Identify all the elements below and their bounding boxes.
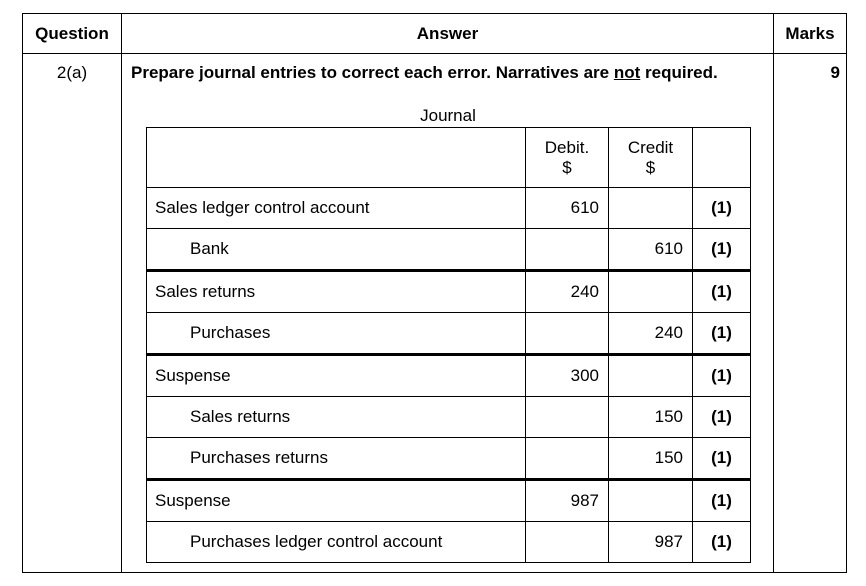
credit-cell: 610 <box>609 229 693 271</box>
credit-cell <box>609 355 693 397</box>
credit-cell <box>609 188 693 229</box>
question-prompt <box>131 63 718 83</box>
debit-cell: 300 <box>526 355 609 397</box>
debit-cell: 240 <box>526 271 609 313</box>
account-cell: Purchases <box>147 313 526 355</box>
prompt-text-underlined: not <box>613 63 641 82</box>
marks-column-header: Marks <box>785 24 835 43</box>
column-divider-question <box>121 13 122 573</box>
credit-cell: 150 <box>609 438 693 480</box>
total-marks: 9 <box>830 63 840 82</box>
journal-table <box>146 127 751 563</box>
mark-cell: (1) <box>693 355 751 397</box>
journal-row <box>147 271 751 313</box>
account-cell: Sales ledger control account <box>147 188 526 229</box>
debit-currency: $ <box>562 157 572 177</box>
outer-border-top <box>22 13 846 14</box>
account-cell: Sales returns <box>147 271 526 313</box>
journal-row <box>147 438 751 480</box>
credit-cell <box>609 271 693 313</box>
credit-cell: 150 <box>609 397 693 438</box>
prompt-text-before: Prepare journal entries to correct each error. Narratives are <box>131 63 614 82</box>
credit-cell <box>609 480 693 522</box>
mark-cell: (1) <box>693 522 751 563</box>
outer-border-left <box>22 13 23 573</box>
credit-cell: 987 <box>609 522 693 563</box>
debit-cell <box>526 313 609 355</box>
question-number: 2(a) <box>56 63 88 82</box>
debit-cell <box>526 229 609 271</box>
outer-border-bottom <box>22 572 846 573</box>
journal-header-row <box>147 128 751 188</box>
debit-header-cell <box>526 128 609 188</box>
header-divider <box>22 53 846 54</box>
account-cell: Purchases ledger control account <box>147 522 526 563</box>
journal-row <box>147 313 751 355</box>
mark-cell: (1) <box>693 480 751 522</box>
debit-cell <box>526 438 609 480</box>
journal-row <box>147 480 751 522</box>
debit-cell <box>526 397 609 438</box>
debit-label: Debit. <box>544 137 590 157</box>
column-divider-marks <box>773 13 774 573</box>
account-cell: Sales returns <box>147 397 526 438</box>
journal-row <box>147 188 751 229</box>
debit-cell: 610 <box>526 188 609 229</box>
answer-column-header: Answer <box>416 24 479 43</box>
mark-cell: (1) <box>693 271 751 313</box>
mark-cell: (1) <box>693 438 751 480</box>
account-cell: Suspense <box>147 480 526 522</box>
journal-row <box>147 522 751 563</box>
mark-cell: (1) <box>693 229 751 271</box>
account-cell: Suspense <box>147 355 526 397</box>
mark-cell: (1) <box>693 397 751 438</box>
debit-cell <box>526 522 609 563</box>
prompt-text-after: required. <box>640 63 718 82</box>
mark-cell: (1) <box>693 313 751 355</box>
account-header-cell <box>147 128 526 188</box>
debit-cell: 987 <box>526 480 609 522</box>
account-cell: Purchases returns <box>147 438 526 480</box>
credit-currency: $ <box>645 157 656 177</box>
journal-row <box>147 229 751 271</box>
account-cell: Bank <box>147 229 526 271</box>
journal-row <box>147 355 751 397</box>
journal-title: Journal <box>420 106 476 125</box>
journal-row <box>147 397 751 438</box>
credit-header-cell <box>609 128 693 188</box>
question-column-header: Question <box>35 24 109 43</box>
outer-border-right <box>846 13 847 573</box>
mark-header-cell <box>693 128 751 188</box>
journal-body <box>147 128 751 563</box>
credit-label: Credit <box>627 137 674 157</box>
mark-cell: (1) <box>693 188 751 229</box>
credit-cell: 240 <box>609 313 693 355</box>
